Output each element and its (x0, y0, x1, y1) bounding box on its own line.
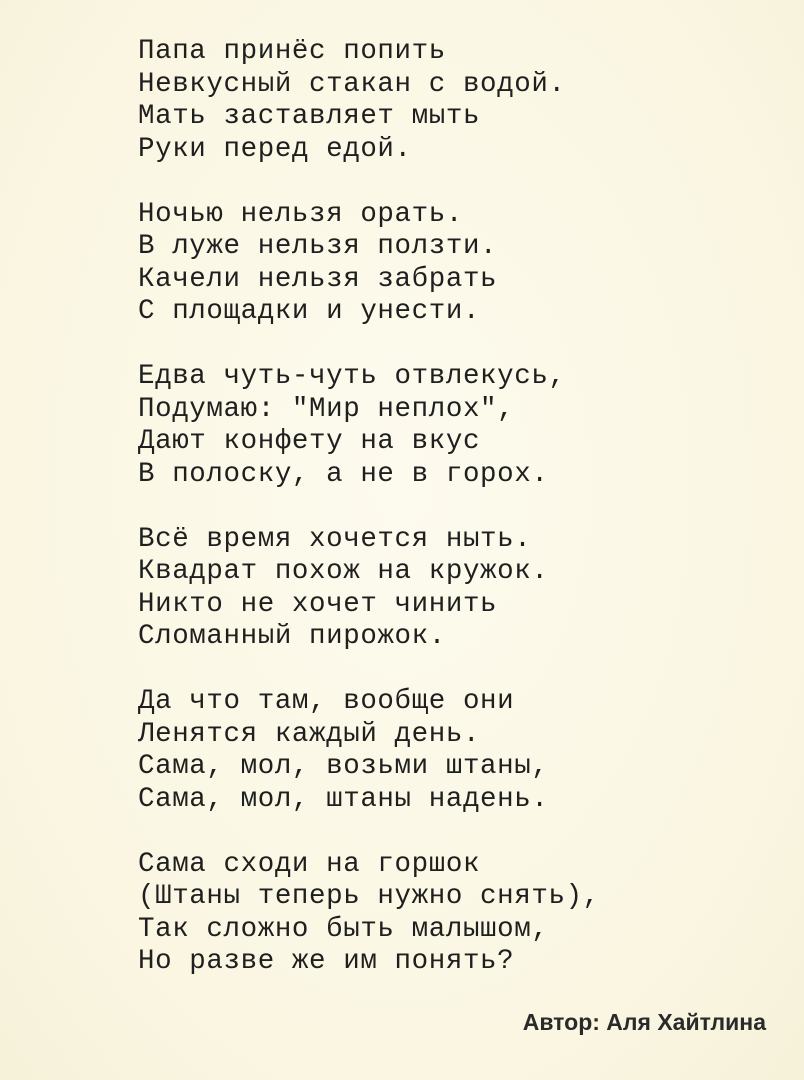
poem-line: Качели нельзя забрать (138, 263, 498, 295)
poem-line: Так сложно быть малышом, (138, 913, 549, 945)
poem-line: Руки перед едой. (138, 133, 412, 165)
poem-line: Квадрат похож на кружок. (138, 556, 549, 587)
poem-line: Дают конфету на вкус (138, 426, 481, 457)
poem-line: Ночью нельзя орать. (138, 198, 463, 230)
poem-line: Но разве же им понять? (138, 946, 515, 977)
stanza-4 (138, 524, 778, 654)
poem-line: Сломанный пирожок. (138, 621, 446, 652)
poem-line: Едва чуть-чуть отвлекусь, (138, 361, 566, 392)
poem-line: В полоску, а не в горох. (138, 458, 549, 490)
poem-line: С площадки и унести. (138, 296, 481, 327)
poem-line: Сама, мол, возьми штаны, (138, 751, 549, 782)
poem-line: Сама, мол, штаны надень. (138, 783, 549, 815)
poem-body (138, 36, 778, 979)
stanza-1 (138, 36, 778, 166)
poem-line: Всё время хочется ныть. (138, 523, 532, 555)
poem-line: Ленятся каждый день. (138, 718, 481, 750)
poem-line: Никто не хочет чинить (138, 588, 498, 620)
poem-line: (Штаны теперь нужно снять), (138, 881, 600, 912)
poem-line: Сама сходи на горшок (138, 848, 481, 880)
stanza-6 (138, 849, 778, 979)
poem-line: Невкусный стакан с водой. (138, 68, 566, 100)
author-credit: Автор: Аля Хайтлина (522, 1009, 766, 1035)
stanza-2 (138, 199, 778, 329)
poem-line: В луже нельзя ползти. (138, 231, 498, 262)
stanza-5 (138, 686, 778, 816)
poem-line: Подумаю: "Мир неплох", (138, 393, 515, 425)
poem-line: Да что там, вообще они (138, 686, 515, 717)
poem-line: Мать заставляет мыть (138, 101, 481, 132)
poem-line: Папа принёс попить (138, 36, 446, 67)
stanza-3 (138, 361, 778, 491)
